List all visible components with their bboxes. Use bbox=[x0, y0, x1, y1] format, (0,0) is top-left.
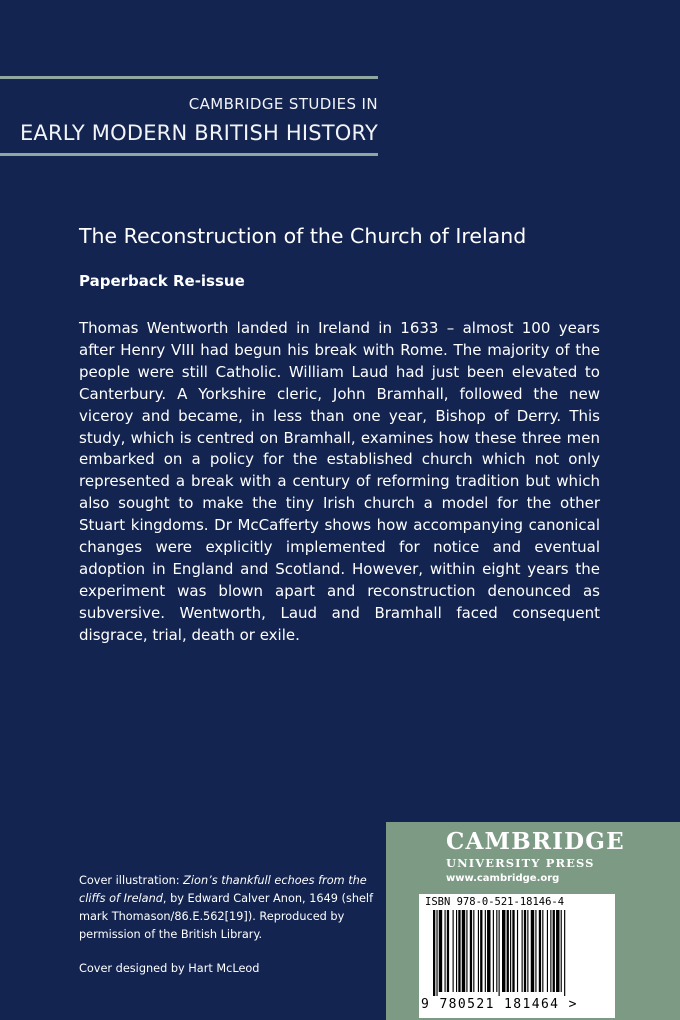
barcode-bar bbox=[466, 910, 467, 992]
barcode-bar bbox=[493, 910, 494, 992]
barcode-bar bbox=[547, 910, 548, 992]
publisher-logo-subtitle: UNIVERSITY PRESS bbox=[446, 856, 595, 870]
barcode-bar bbox=[499, 910, 500, 996]
publisher-website: www.cambridge.org bbox=[446, 873, 560, 884]
barcode-bar bbox=[445, 910, 446, 992]
top-rule-upper bbox=[0, 76, 378, 79]
barcode-bar bbox=[453, 910, 454, 992]
publisher-panel bbox=[386, 822, 680, 1020]
barcode-bar bbox=[522, 910, 523, 992]
barcode-bar bbox=[470, 910, 472, 992]
barcode-bar bbox=[531, 910, 534, 992]
barcode-bar bbox=[496, 910, 497, 992]
publisher-logo-name: CAMBRIDGE bbox=[446, 828, 625, 855]
credit-artwork-title: Zion’s thankfull echoes from the cliffs of Ireland bbox=[79, 874, 367, 905]
barcode-bar bbox=[524, 910, 526, 992]
barcode-bar bbox=[561, 910, 562, 992]
barcode-bar bbox=[507, 910, 509, 992]
series-title-line-2: EARLY MODERN BRITISH HISTORY bbox=[19, 121, 378, 145]
barcode-bar bbox=[473, 910, 474, 992]
barcode-bar bbox=[433, 910, 435, 996]
barcode-bar bbox=[550, 910, 551, 992]
barcode-bar bbox=[535, 910, 536, 992]
barcode-digits: 9 780521 181464 > bbox=[421, 997, 578, 1012]
barcode-bar bbox=[447, 910, 449, 992]
barcode-bar bbox=[462, 910, 465, 992]
credit-details: , by Edward Calver Anon, 1649 (shelf mark Thomason/86.E.562[19]). Reproduced by permission of the British Library. bbox=[79, 892, 374, 941]
barcode-bar bbox=[480, 910, 482, 992]
barcode-bar bbox=[564, 910, 565, 996]
barcode-bar bbox=[439, 910, 442, 992]
edition-label: Paperback Re-issue bbox=[79, 272, 245, 290]
barcode-area bbox=[419, 894, 615, 1018]
barcode-bar bbox=[556, 910, 559, 992]
cover-designer-credit: Cover designed by Hart McLeod bbox=[79, 962, 260, 975]
barcode-bar bbox=[456, 910, 457, 992]
isbn-label: ISBN 978-0-521-18146-4 bbox=[425, 896, 565, 908]
barcode-bar bbox=[510, 910, 511, 992]
barcode-bar bbox=[478, 910, 479, 992]
barcode-bar bbox=[553, 910, 555, 992]
series-title-line-1: CAMBRIDGE STUDIES IN bbox=[188, 95, 378, 113]
barcode-bar bbox=[512, 910, 514, 992]
cover-illustration-credit bbox=[79, 872, 379, 944]
book-blurb: Thomas Wentworth landed in Ireland in 1633 – almost 100 years after Henry VIII had begun his break with Rome. The majority of the people were still Catholic. William Laud had just been elevated to Canterbury. A Yorkshire cleric, John Bramhall, followed the new viceroy and became, in less than one year, Bishop of Derry. This study, which is centred on Bramhall, examines how these three men embarked on a policy for the established church which not only represented a break with a century of reforming tradition but which also sought to make the tiny Irish church a model for the other Stuart kingdoms. Dr McCafferty shows how accompanying canonical changes were explicitly implemented for notice and eventual adoption in England and Scotland. However, within eight years the experiment was blown apart and reconstruction denounced as subversive. Wentworth, Laud and Bramhall faced consequent disgrace, trial, death or exile. bbox=[79, 319, 600, 644]
credit-prefix: Cover illustration: bbox=[79, 874, 184, 887]
barcode-bar bbox=[458, 910, 460, 992]
book-title: The Reconstruction of the Church of Ireland bbox=[79, 224, 527, 248]
barcode-bar bbox=[485, 910, 486, 992]
barcode-bar bbox=[517, 910, 518, 992]
barcode-bar bbox=[502, 910, 505, 992]
barcode-bar bbox=[542, 910, 543, 992]
barcode-bar bbox=[436, 910, 437, 996]
top-rule-lower bbox=[0, 153, 378, 156]
barcode-bar bbox=[527, 910, 528, 992]
barcode-bar bbox=[487, 910, 490, 992]
barcode-icon bbox=[425, 910, 609, 996]
barcode-bar bbox=[539, 910, 541, 992]
